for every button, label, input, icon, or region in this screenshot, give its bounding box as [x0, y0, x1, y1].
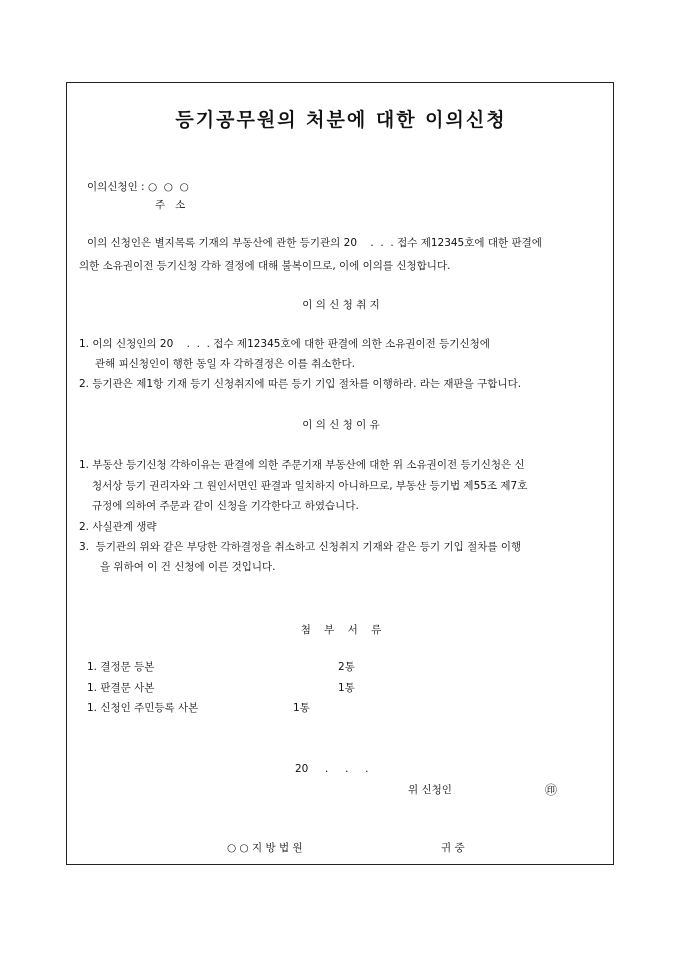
- document-title: 등기공무원의 처분에 대한 이의신청: [175, 109, 507, 131]
- addressee: 귀 중: [441, 842, 465, 854]
- attachment-name: 1. 결정문 등본: [87, 661, 155, 673]
- date-line: 20 . . .: [295, 763, 369, 775]
- attachments-heading: 첨 부 서 류: [300, 624, 382, 636]
- applicant-name: ○ ○ ○: [147, 181, 189, 193]
- document-frame: [66, 82, 614, 865]
- applicant-label: 이의신청인 :: [87, 181, 148, 193]
- purpose-item-2: 2. 등기관은 제1항 기재 등기 신청취지에 따른 등기 기입 절차를 이행하라. 라는 재판을 구합니다.: [79, 378, 522, 390]
- signer-label: 위 신청인: [408, 784, 452, 796]
- purpose-item-1-line-1: 1. 이의 신청인의 20 . . . 접수 제12345호에 대한 판결에 의한 소유권이전 등기신청에: [79, 338, 490, 350]
- reason-item-3-line-2: 을 위하여 이 건 신청에 이른 것입니다.: [100, 561, 276, 573]
- attachment-count: 1통: [293, 702, 310, 714]
- attachment-item: [87, 659, 154, 674]
- reason-item-1-line-1: 1. 부동산 등기신청 각하이유는 판결에 의한 주문기재 부동산에 대한 위 소유권이전 등기신청은 신: [79, 459, 525, 471]
- intro-line-2: 의한 소유권이전 등기신청 각하 결정에 대해 불복이므로, 이에 이의를 신청합니다.: [79, 260, 451, 272]
- attachment-count: 1통: [338, 682, 355, 694]
- attachment-count: 2통: [338, 661, 355, 673]
- court-name: ○ ○ 지 방 법 원: [227, 842, 303, 854]
- purpose-item-1-line-2: 관해 피신청인이 행한 동일 자 각하결정은 이를 취소한다.: [95, 358, 355, 370]
- seal-icon: ㊞: [545, 783, 558, 797]
- reason-item-1-line-3: 규정에 의하여 주문과 같이 신청을 기각한다고 하였습니다.: [92, 500, 359, 512]
- reason-item-3-line-1: 3. 등기관의 위와 같은 부당한 각하결정을 취소하고 신청취지 기재와 같은 등기 기입 절차를 이행: [79, 541, 522, 553]
- reason-item-2: 2. 사실관계 생략: [79, 521, 157, 533]
- intro-line-1: 이의 신청인은 별지목록 기재의 부동산에 관한 등기관의 20 . . . 접수 제12345호에 대한 판결에: [87, 237, 542, 249]
- attachment-item: [87, 680, 154, 695]
- address-label: 주 소: [155, 199, 186, 211]
- attachment-item: [87, 700, 198, 715]
- attachment-name: 1. 신청인 주민등록 사본: [87, 702, 199, 714]
- reason-heading: 이 의 신 청 이 유: [302, 419, 380, 431]
- applicant-line: [87, 179, 189, 194]
- purpose-heading: 이 의 신 청 취 지: [302, 299, 380, 311]
- attachment-name: 1. 판결문 사본: [87, 682, 155, 694]
- reason-item-1-line-2: 청서상 등기 권리자와 그 원인서면인 판결과 일치하지 아니하므로, 부동산 등기법 제55조 제7호: [92, 480, 528, 492]
